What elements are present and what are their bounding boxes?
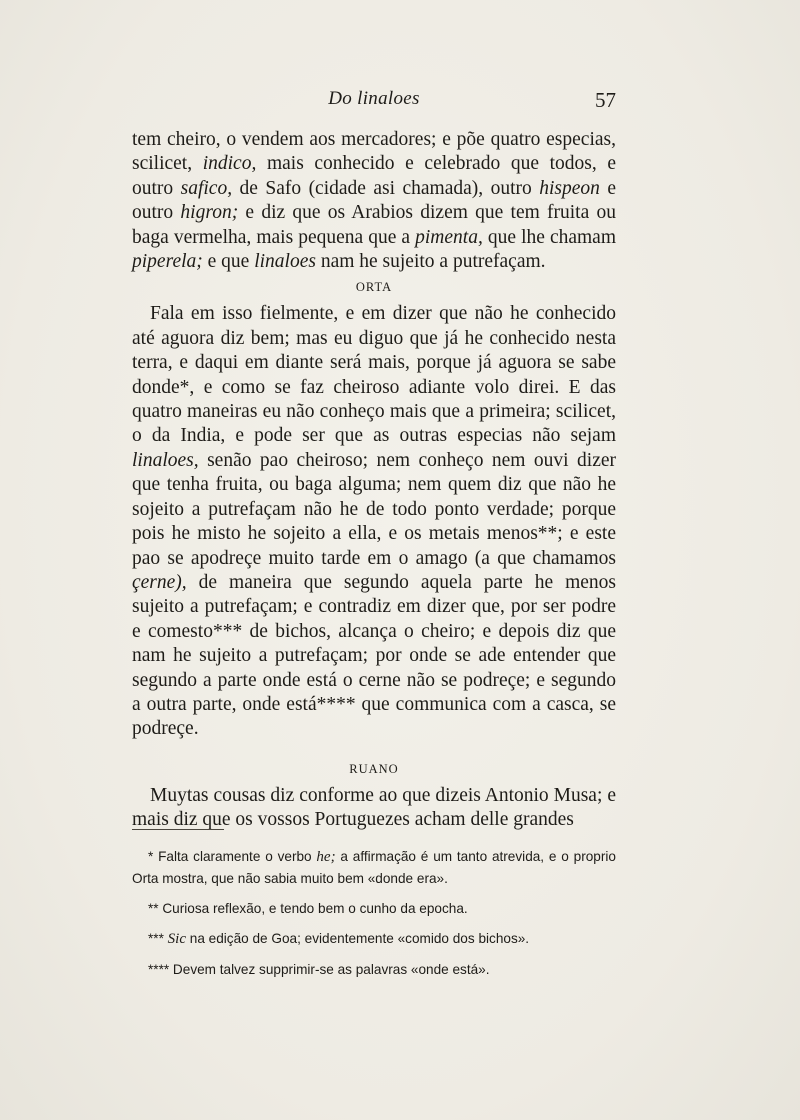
italic-term: linaloes, <box>132 449 199 471</box>
italic-term: higron; <box>180 202 239 224</box>
body-text <box>132 128 616 833</box>
italic-term: indico, <box>202 153 257 175</box>
footnote-text: ** Curiosa reflexão, e tendo bem o cunho da epocha. <box>148 901 468 916</box>
italic-term: he; <box>316 849 336 865</box>
footnote-1 <box>132 846 616 889</box>
italic-term: piperela; <box>132 251 203 273</box>
text-run: tem cheiro, o vendem aos mercadores; e põe quatro especias, scilicet, <box>132 129 616 175</box>
text-run: mais conhecido e celebrado que todos, e outro <box>132 153 616 199</box>
text-run: Muytas cousas diz conforme ao que dizeis Antonio Musa; e mais diz que os vossos Portuguezes acham delle grandes <box>132 784 616 831</box>
text-run: e outro <box>132 177 616 224</box>
running-title: Do linaloes <box>328 88 420 109</box>
page-number: 57 <box>595 88 616 112</box>
italic-term: çerne), <box>132 571 187 593</box>
page-header <box>132 88 616 118</box>
text-run: Fala em isso fielmente, e em dizer que não he conhecido até aguora diz bem; mas eu diguo que já he conhecido nesta terra, e daqui em diante será mais, porque já aguora se sabe donde*, e como se faz cheiroso adiante volo direi. E das quatro maneiras eu não conheço mais que a primeira; scilicet, o da India, e pode ser que as outras especias não sejam <box>132 303 616 447</box>
text-run: e que <box>202 251 255 273</box>
footnote-2 <box>132 898 616 919</box>
text-run: *** <box>148 931 168 946</box>
text-run: a affirmação é um tanto atrevida, e o proprio Orta mostra, que não sabia muito bem «donde era». <box>132 849 616 886</box>
text-run: de maneira que segundo aquela parte he menos sujeito a putrefaçam; e contradiz em dizer que, por ser podre e comesto*** de bichos, alcança o cheiro; e depois diz que nam he sujeito a putrefaçam; por onde se ade entender que segundo a parte onde está o cerne não se podreçe; e segundo a outra parte, onde está**** que communica com a casca, se podreçe. <box>132 571 616 740</box>
footnote-3 <box>132 928 616 950</box>
footnote-4 <box>132 959 616 980</box>
footnote-text <box>132 846 616 889</box>
footnote-text <box>132 928 616 950</box>
italic-term: Sic <box>167 931 186 947</box>
italic-term: hispeon <box>539 177 600 199</box>
text-run: nam he sujeito a putrefaçam. <box>315 251 546 273</box>
text-run: * Falta claramente o verbo <box>148 849 317 864</box>
paragraph-2 <box>132 302 616 741</box>
italic-term: linaloes <box>254 251 316 273</box>
text-run: senão pao cheiroso; nem conheço nem ouvi dizer que tenha fruita, ou baga alguma; nem quem diz que não he sojeito a putrefaçam não he de todo ponto verdade; porque pois he misto he sojeito a ella, e os metais menos**; e este pao se apodreçe muito tarde em o amago (a que chamamos <box>132 449 616 569</box>
footnotes <box>132 846 616 989</box>
paragraph-1 <box>132 128 616 274</box>
text-run: na edição de Goa; evidentemente «comido dos bichos». <box>185 931 530 946</box>
text-run: de Safo (cidade asi chamada), outro <box>232 177 540 199</box>
speaker-heading-ruano: RUANO <box>349 761 399 776</box>
footnote-rule <box>132 829 224 830</box>
footnote-text: **** Devem talvez supprimir-se as palavras «onde está». <box>148 962 490 977</box>
text-run: que lhe chamam <box>482 226 616 248</box>
text-run: e diz que os Arabios dizem que tem fruita ou baga vermelha, mais pequena que a <box>132 202 616 248</box>
italic-term: pimenta, <box>415 226 483 248</box>
speaker-heading-orta: ORTA <box>355 280 393 295</box>
italic-term: safico, <box>180 177 233 199</box>
paragraph-3 <box>132 784 616 833</box>
